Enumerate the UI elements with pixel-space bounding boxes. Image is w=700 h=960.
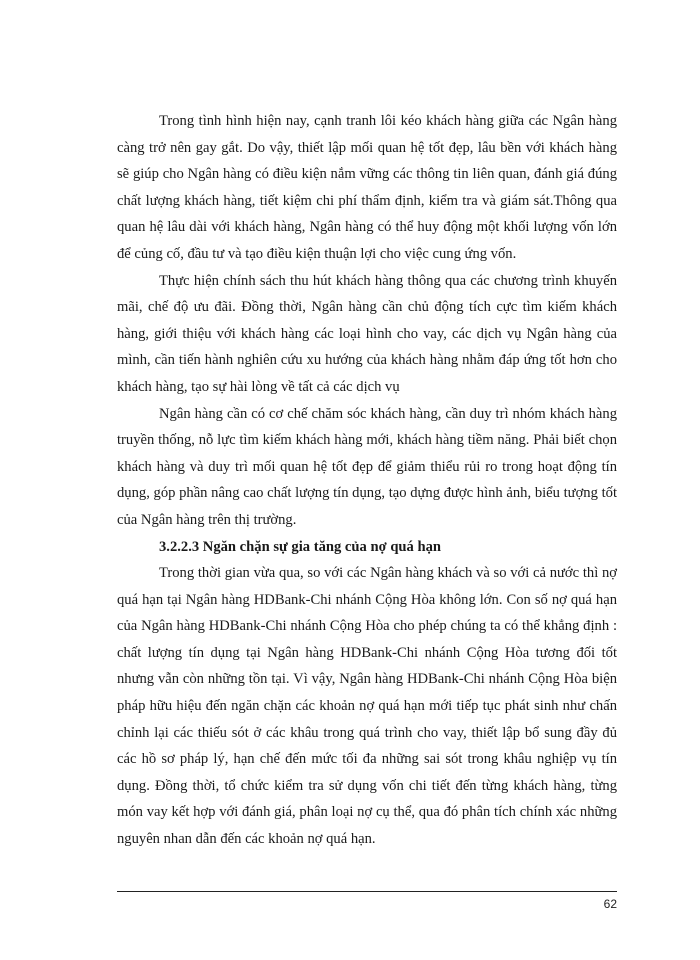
paragraph-overdue-debt: Trong thời gian vừa qua, so với các Ngân hàng khách và so với cả nước thì nợ quá hạn tại Ngân hàng HDBank-Chi nhánh Cộng Hòa không lớn. Con số nợ quá hạn của Ngân hàng HDBank-Chi nhánh Cộng Hòa cho phép chúng ta có thể khẳng định : chất lượng tín dụng tại Ngân hàng HDBank-Chi nhánh Cộng Hòa tương đối tốt nhưng vẫn còn những tồn tại. Vì vậy, Ngân hàng HDBank-Chi nhánh Cộng Hòa biện pháp hữu hiệu đến ngăn chặn các khoản nợ quá hạn mới tiếp tục phát sinh như chấn chỉnh lại các thiếu sót ở các khâu trong quá trình cho vay, thiết lập bổ sung đầy đủ các hồ sơ pháp lý, hạn chế đến mức tối đa những sai sót trong khâu nghiệp vụ tín dụng. Đồng thời, tổ chức kiểm tra sử dụng vốn chi tiết đến từng khách hàng, từng món vay kết hợp với đánh giá, phân loại nợ cụ thể, qua đó phân tích chính xác những nguyên nhan dẫn đến các khoản nợ quá hạn. xyxy=(117,565,617,848)
footer-divider xyxy=(117,891,617,892)
paragraph-customer-relations: Trong tình hình hiện nay, cạnh tranh lôi kéo khách hàng giữa các Ngân hàng càng trở nên gay gắt. Do vậy, thiết lập mối quan hệ tốt đẹp, lâu bền với khách hàng sẽ giúp cho Ngân hàng có điều kiện nắm vững các thông tin liên quan, đánh giá đúng chất lượng khách hàng, tiết kiệm chi phí thẩm định, kiểm tra và giám sát.Thông qua quan hệ lâu dài với khách hàng, Ngân hàng có thể huy động một khối lượng vốn lớn để củng cố, đầu tư và tạo điều kiện thuận lợi cho việc cung ứng vốn. xyxy=(117,113,617,262)
section-heading: 3.2.2.3 Ngăn chặn sự gia tăng của nợ quá hạn xyxy=(159,538,442,555)
paragraph-customer-attraction: Thực hiện chính sách thu hút khách hàng thông qua các chương trình khuyến mãi, chế độ ưu đãi. Đồng thời, Ngân hàng cần chủ động tích cực tìm kiếm khách hàng, giới thiệu với khách hàng các loại hình cho vay, các dịch vụ Ngân hàng của mình, cần tiến hành nghiên cứu xu hướng của khách hàng nhằm đáp ứng tốt hơn cho khách hàng, tạo sự hài lòng về tất cả các dịch vụ xyxy=(117,272,617,395)
page-number: 62 xyxy=(603,897,617,911)
paragraph-customer-care: Ngân hàng cần có cơ chế chăm sóc khách hàng, cần duy trì nhóm khách hàng truyền thống, nỗ lực tìm kiếm khách hàng mới, khách hàng tiềm năng. Phải biết chọn khách hàng và duy trì mối quan hệ tốt đẹp để giảm thiểu rủi ro trong hoạt động tín dụng, góp phần nâng cao chất lượng tín dụng, tạo dựng được hình ảnh, biểu tượng tốt của Ngân hàng trên thị trường. xyxy=(117,405,617,528)
page-body xyxy=(117,108,617,853)
